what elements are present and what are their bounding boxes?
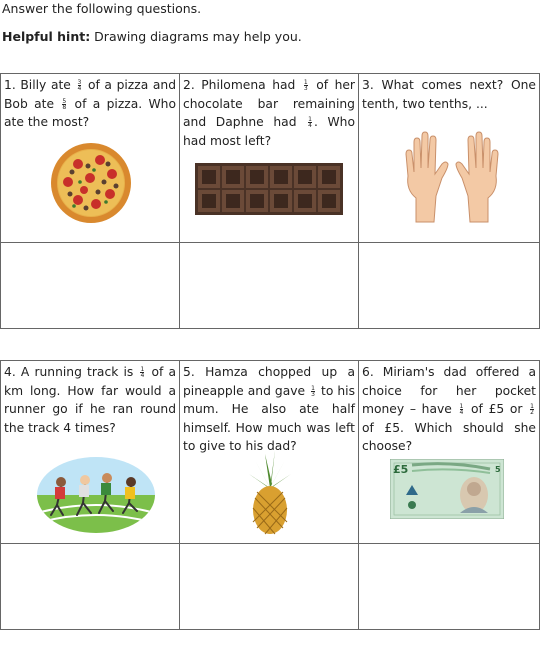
question-text-part: of a pizza and Bob ate: [4, 78, 177, 111]
question-text-part: Billy ate: [20, 78, 76, 92]
question-4-text: [4, 363, 176, 437]
banknote-corner-value: 5: [495, 465, 501, 474]
fraction: [78, 80, 82, 91]
answer-box-1[interactable]: [1, 243, 180, 329]
hands-icon: [402, 128, 502, 224]
answer-box-4[interactable]: [1, 544, 180, 630]
chocolate-chunk-inset: [202, 170, 216, 184]
fraction-denominator: 4: [459, 409, 464, 416]
answer-box-3[interactable]: [359, 243, 540, 329]
chocolate-chunk-inset: [202, 194, 216, 208]
question-number: 6.: [362, 365, 383, 379]
fraction-numerator: 1: [308, 116, 312, 123]
question-text-part: . Who had most left?: [183, 115, 355, 148]
fraction: [304, 80, 308, 91]
chocolate-chunk-inset: [226, 194, 240, 208]
fraction-denominator: 3: [311, 390, 315, 398]
fraction-denominator: 3: [303, 85, 308, 92]
question-2-text: [183, 76, 355, 150]
question-3-text: [362, 76, 536, 113]
fraction: [140, 367, 144, 378]
hint-text: Drawing diagrams may help you.: [90, 29, 302, 44]
fraction: [311, 386, 315, 397]
fraction-denominator: 4: [140, 372, 145, 379]
question-number: 3.: [362, 78, 382, 92]
question-text-part: of £5 or: [465, 402, 529, 416]
question-text-part: of a pizza. Who ate the most?: [4, 96, 176, 129]
fraction-numerator: 1: [530, 403, 534, 410]
question-number: 1.: [4, 78, 21, 92]
pineapple-icon: [245, 448, 295, 536]
question-number: 4.: [4, 365, 21, 379]
chocolate-bar-icon: [195, 163, 343, 215]
answer-box-2[interactable]: [180, 243, 359, 329]
fraction-numerator: 3: [77, 79, 82, 86]
question-5-text: [183, 363, 355, 456]
question-cell-2: [180, 74, 359, 243]
chocolate-chunk-inset: [274, 170, 288, 184]
instructions: Answer the following questions.: [2, 1, 202, 16]
fraction-numerator: 1: [140, 366, 145, 373]
question-1-text: [4, 76, 176, 132]
fraction: [530, 404, 534, 415]
question-text-part: to his mum. He also ate half himself. How much was left to give to his dad?: [183, 383, 355, 453]
fraction-denominator: 4: [77, 85, 82, 92]
fraction-denominator: 2: [530, 409, 534, 416]
runners-icon: [37, 457, 155, 533]
question-number: 2.: [183, 78, 202, 92]
question-text-part: What comes next? One tenth, two tenths, ...: [362, 78, 536, 111]
fraction-numerator: 1: [459, 403, 464, 410]
question-text-part: of a km long. How far would a runner go if he ran round the track 4 times?: [4, 365, 176, 435]
question-text-part: Miriam's dad offered a choice for her pocket money – have: [362, 365, 536, 416]
question-6-text: [362, 363, 536, 456]
pizza-icon: [50, 142, 132, 224]
answer-box-5[interactable]: [180, 544, 359, 630]
fraction: [460, 404, 464, 415]
question-text-part: Philomena had: [201, 78, 302, 92]
chocolate-chunk-inset: [322, 194, 336, 208]
chocolate-chunk-inset: [322, 170, 336, 184]
chocolate-chunk-inset: [250, 194, 264, 208]
answer-box-6[interactable]: [359, 544, 540, 630]
question-number: 5.: [183, 365, 206, 379]
question-text-part: of her chocolate bar remaining and Daphne had: [183, 78, 355, 129]
fraction-denominator: 8: [62, 103, 67, 111]
chocolate-chunk-inset: [298, 170, 312, 184]
fraction-denominator: 4: [308, 122, 312, 129]
fraction: [308, 117, 312, 128]
hint-label: Helpful hint:: [2, 29, 91, 44]
fraction-numerator: 1: [303, 79, 308, 86]
question-text-part: Hamza chopped up a pineapple and gave: [183, 365, 355, 398]
fraction-numerator: 5: [62, 97, 67, 105]
banknote-icon: [390, 459, 504, 519]
banknote-value: £5: [393, 463, 409, 476]
chocolate-chunk-inset: [298, 194, 312, 208]
question-text-part: of £5. Which should she choose?: [362, 420, 536, 453]
chocolate-chunk-inset: [250, 170, 264, 184]
fraction: [62, 99, 66, 110]
chocolate-chunk-inset: [274, 194, 288, 208]
fraction-numerator: 1: [311, 384, 315, 392]
chocolate-chunk-inset: [226, 170, 240, 184]
question-text-part: A running track is: [20, 365, 139, 379]
helpful-hint: [2, 29, 302, 44]
